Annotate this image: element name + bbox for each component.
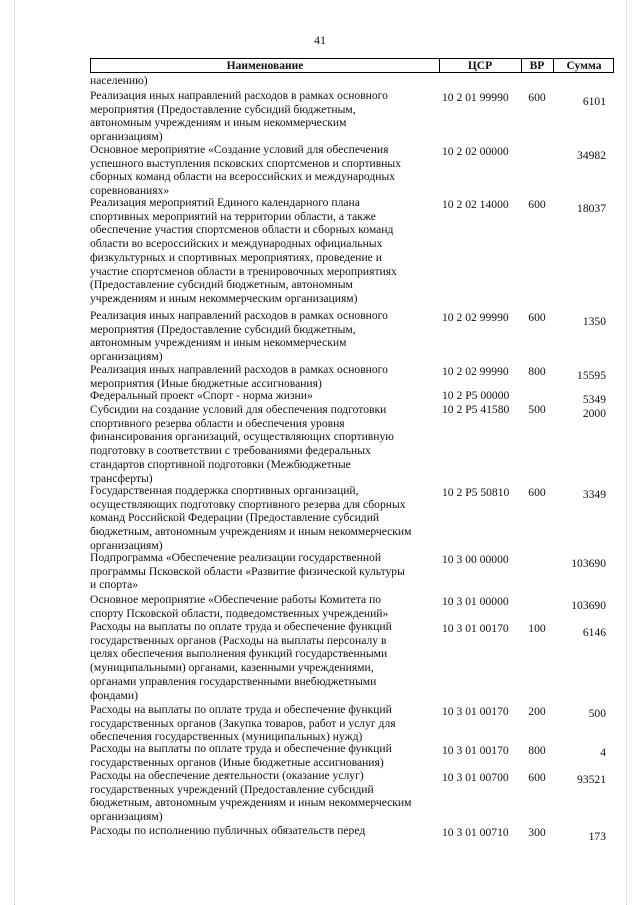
row-csr: 10 2 02 14000	[442, 198, 509, 211]
row-name-line: Реализация мероприятий Единого календарного плана	[90, 196, 360, 209]
row-csr: 10 3 01 00000	[442, 595, 509, 608]
row-name	[90, 769, 430, 824]
row-vr: 100	[528, 622, 546, 635]
row-name-line: фондами)	[90, 688, 138, 702]
row-vr: 600	[528, 311, 546, 324]
row-name-line: Расходы на выплаты по оплате труда и обеспечение функций	[90, 742, 392, 755]
row-amount: 103690	[571, 599, 606, 612]
row-name	[90, 703, 430, 744]
row-name-line: государственных органов (Иные бюджетные ассигнования)	[90, 755, 384, 769]
row-name-line: мероприятия (Предоставление субсидий бюджетным,	[90, 102, 356, 116]
row-name-line: спортивных мероприятий на территории области, а также	[90, 209, 376, 223]
row-csr: 10 3 01 00700	[442, 771, 509, 784]
row-amount: 6146	[582, 626, 606, 639]
row-csr: 10 2 02 99990	[442, 311, 509, 324]
row-name-line: Реализация иных направлений расходов в рамках основного	[90, 309, 388, 322]
row-name-line: учреждениям и иным некоммерческим организациям)	[90, 291, 358, 305]
row-csr: 10 3 01 00710	[442, 826, 509, 839]
row-csr: 10 2 01 99990	[442, 91, 509, 104]
row-name	[90, 620, 430, 702]
row-vr: 200	[528, 705, 546, 718]
header-name: Наименование	[226, 60, 304, 72]
row-name-line: Основное мероприятие «Создание условий для обеспечения	[90, 143, 389, 156]
row-name-line: Реализация иных направлений расходов в рамках основного	[90, 89, 388, 102]
row-name-line: государственных органов (Расходы на выплаты персоналу в	[90, 633, 387, 647]
row-name-line: органами управления государственными внебюджетными	[90, 674, 377, 688]
row-name-line: Государственная поддержка спортивных организаций,	[90, 484, 359, 497]
row-name-line: программы Псковской области «Развитие физической культуры	[90, 564, 405, 578]
row-name	[90, 824, 430, 838]
row-name	[90, 74, 430, 88]
row-name-line: осуществляющих подготовку спортивного резерва для сборных	[90, 497, 406, 511]
table-header	[90, 58, 614, 73]
row-name-line: государственных учреждений (Предоставление субсидий	[90, 782, 374, 796]
row-name-line: бюджетным, автономным учреждениям и иным некоммерческим	[90, 796, 412, 810]
row-name-line: населению)	[90, 74, 148, 87]
row-csr: 10 2 02 00000	[442, 145, 509, 158]
header-csr: ЦСР	[467, 60, 493, 72]
row-amount: 500	[588, 707, 606, 720]
row-name-line: обеспечения государственных (муниципальных) нужд)	[90, 730, 363, 744]
row-vr: 300	[528, 826, 546, 839]
row-name-line: организациям)	[90, 130, 163, 144]
row-name	[90, 363, 430, 390]
row-csr: 10 2 P5 00000	[442, 389, 510, 402]
row-name-line: Реализация иных направлений расходов в рамках основного	[90, 363, 388, 376]
row-name-line: бюджетным, автономным учреждениям и иным некоммерческим	[90, 525, 412, 539]
row-vr: 600	[528, 486, 546, 499]
row-name-line: Расходы по исполнению публичных обязательств перед	[90, 824, 366, 837]
row-csr: 10 3 01 00170	[442, 744, 509, 757]
row-name-line: и спорта»	[90, 578, 139, 592]
row-amount: 18037	[577, 202, 606, 215]
row-amount: 34982	[577, 149, 606, 162]
row-name-line: (муниципальными) органами, казенными учреждениями,	[90, 661, 374, 675]
row-amount: 3349	[582, 488, 606, 501]
row-name	[90, 389, 430, 403]
row-amount: 103690	[571, 557, 606, 570]
page-number: 41	[314, 33, 326, 47]
row-name	[90, 484, 430, 553]
row-amount: 15595	[577, 369, 606, 382]
row-name-line: мероприятия (Иные бюджетные ассигнования)	[90, 376, 322, 390]
row-name-line: стандартов спортивной подготовки (Межбюджетные	[90, 457, 351, 471]
row-name-line: спортивного резерва области и обеспечения уровня	[90, 416, 345, 430]
row-amount: 2000	[582, 407, 606, 420]
row-csr: 10 2 P5 50810	[442, 486, 510, 499]
header-vr: ВР	[529, 60, 545, 72]
row-csr: 10 3 00 00000	[442, 553, 509, 566]
row-csr: 10 2 02 99990	[442, 365, 509, 378]
row-vr: 800	[528, 744, 546, 757]
row-name-line: участие спортсменов области в тренировочных мероприятиях	[90, 264, 397, 278]
row-name	[90, 89, 430, 144]
row-name-line: государственных органов (Закупка товаров, работ и услуг для	[90, 716, 396, 730]
row-name-line: Основное мероприятие «Обеспечение работы Комитета по	[90, 593, 382, 606]
row-name-line: организациям)	[90, 350, 163, 364]
scan-edge-right	[626, 0, 627, 905]
row-name	[90, 309, 430, 364]
row-vr: 600	[528, 198, 546, 211]
row-name-line: спорту Псковской области, подведомственных учреждений»	[90, 606, 389, 620]
row-name-line: Подпрограмма «Обеспечение реализации государственной	[90, 551, 382, 564]
row-vr: 500	[528, 403, 546, 416]
row-name-line: мероприятия (Предоставление субсидий бюджетным,	[90, 322, 356, 336]
row-name	[90, 551, 430, 592]
row-csr: 10 3 01 00170	[442, 622, 509, 635]
row-amount: 6101	[582, 95, 606, 108]
row-name	[90, 196, 430, 306]
row-name-line: Расходы на выплаты по оплате труда и обеспечение функций	[90, 620, 392, 633]
row-name-line: финансирования организаций, осуществляющих спортивную	[90, 430, 394, 444]
row-name-line: команд Российской Федерации (Предоставление субсидий	[90, 511, 380, 525]
row-name-line: автономным учреждениям и иным некоммерческим	[90, 336, 347, 350]
row-amount: 4	[600, 746, 606, 759]
row-amount: 93521	[577, 773, 606, 786]
row-name-line: автономным учреждениям и иным некоммерческим	[90, 116, 347, 130]
row-vr: 600	[528, 91, 546, 104]
row-name	[90, 593, 430, 620]
row-name-line: трансферты)	[90, 471, 153, 485]
row-amount: 1350	[582, 315, 606, 328]
row-name	[90, 403, 430, 485]
row-name-line: Расходы на выплаты по оплате труда и обеспечение функций	[90, 703, 392, 716]
row-amount: 173	[588, 830, 606, 843]
row-name-line: (Предоставление субсидий бюджетным, автономным	[90, 278, 353, 292]
row-name-line: успешного выступления псковских спортсменов и спортивных	[90, 156, 401, 170]
row-name-line: целях обеспечения выполнения функций государственными	[90, 647, 388, 661]
row-name-line: физкультурных и спортивных мероприятиях, проведение и	[90, 250, 382, 264]
row-name	[90, 742, 430, 769]
row-name-line: организациям)	[90, 810, 163, 824]
row-name-line: Федеральный проект «Спорт - норма жизни»	[90, 389, 313, 402]
row-vr: 800	[528, 365, 546, 378]
row-vr: 600	[528, 771, 546, 784]
row-name-line: сборных команд области на всероссийских и международных	[90, 170, 396, 184]
row-csr: 10 2 P5 41580	[442, 403, 510, 416]
row-amount: 5349	[582, 393, 606, 406]
row-name	[90, 143, 430, 198]
row-name-line: Субсидии на создание условий для обеспечения подготовки	[90, 403, 387, 416]
row-name-line: обеспечение участия спортсменов области и сборных команд	[90, 223, 394, 237]
row-csr: 10 3 01 00170	[442, 705, 509, 718]
row-name-line: соревнованиях»	[90, 184, 170, 198]
scan-edge-left	[14, 0, 15, 905]
row-name-line: Расходы на обеспечение деятельности (оказание услуг)	[90, 769, 364, 782]
row-name-line: подготовку в соответствии с требованиями федеральных	[90, 444, 371, 458]
row-name-line: области во всероссийских и международных официальных	[90, 237, 383, 251]
row-name-line: организациям)	[90, 538, 163, 552]
header-sum: Сумма	[566, 60, 602, 72]
